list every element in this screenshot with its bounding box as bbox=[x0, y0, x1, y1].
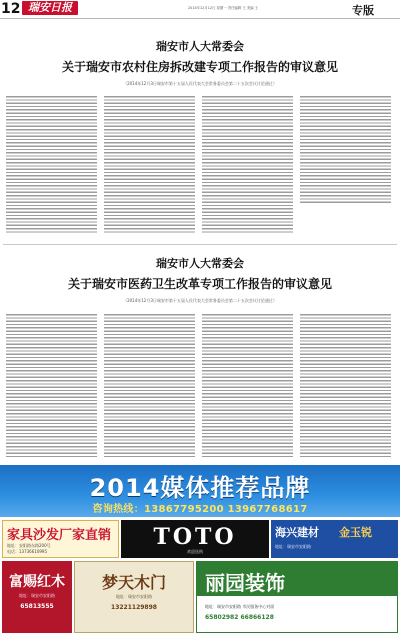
ad-title: TOTO bbox=[153, 524, 237, 550]
ad-phone: 65813555 bbox=[20, 603, 54, 610]
text-column bbox=[202, 96, 293, 234]
masthead-logo: 瑞安日报 bbox=[22, 1, 78, 15]
article-subtitle: （2014年12月3日瑞安市第十五届人民代表大会常务委员会第二十五次会议讨论通过） bbox=[123, 81, 277, 86]
ad-slogan: 欢迎选购 bbox=[187, 549, 203, 554]
ad-redwood bbox=[2, 561, 72, 633]
text-column bbox=[6, 314, 97, 458]
ad-building-materials bbox=[271, 520, 398, 558]
banner-title: 2014媒体推荐品牌 bbox=[89, 474, 311, 502]
article-medical-header bbox=[0, 255, 400, 304]
text-column bbox=[300, 314, 391, 458]
text-column bbox=[104, 96, 195, 234]
header-rule bbox=[0, 18, 400, 19]
ad-decoration bbox=[196, 561, 398, 633]
ad-title: 海兴建材 bbox=[275, 526, 319, 539]
ad-toto bbox=[121, 520, 269, 558]
page-header bbox=[0, 0, 400, 18]
ad-title: 梦天木门 bbox=[101, 573, 166, 592]
text-column bbox=[104, 314, 195, 458]
ad-address: 地址：瑞安市安阳路 bbox=[275, 544, 311, 549]
article-divider bbox=[3, 244, 397, 245]
article-title-line1: 瑞安市人大常委会 bbox=[156, 40, 244, 53]
article-title-line1: 瑞安市人大常委会 bbox=[156, 257, 244, 270]
ad-phone: 电话：13736610995 bbox=[7, 549, 47, 554]
article-subtitle: （2014年12月3日瑞安市第十五届人民代表大会常务委员会第二十五次会议讨论通过） bbox=[123, 298, 277, 303]
article-housing-body bbox=[6, 96, 391, 234]
text-column bbox=[6, 96, 97, 234]
ad-address: 地址：瑞安市安阳路 市民服务中心对面 bbox=[205, 604, 275, 609]
ad-furniture bbox=[2, 520, 119, 558]
ad-title: 富赐红木 bbox=[9, 574, 65, 590]
ad-title: 丽园装饰 bbox=[205, 571, 285, 595]
ad-address: 地址：瑞安市安阳路 bbox=[19, 593, 55, 598]
text-column bbox=[202, 314, 293, 458]
article-title-line2: 关于瑞安市农村住房拆改建专项工作报告的审议意见 bbox=[61, 60, 338, 74]
dateline: 2014年12月12日 星期一 责任编辑 王 美编 王 bbox=[188, 6, 259, 10]
page-number: 12 bbox=[1, 1, 21, 17]
ad-phone: 65802982 66866128 bbox=[205, 614, 274, 621]
ad-title: 家具沙发厂家直销 bbox=[7, 528, 112, 543]
ad-wood-door bbox=[74, 561, 194, 633]
ad-address: 地址：瑞安市安阳路 bbox=[116, 594, 152, 599]
text-column bbox=[300, 96, 391, 234]
article-medical-body bbox=[6, 314, 391, 458]
media-brand-banner bbox=[0, 465, 400, 517]
article-title-line2: 关于瑞安市医药卫生改革专项工作报告的审议意见 bbox=[67, 277, 332, 291]
ad-phone: 13221129898 bbox=[111, 604, 157, 611]
article-housing-header bbox=[0, 38, 400, 87]
ad-title-secondary: 金玉锐 bbox=[339, 526, 372, 539]
ad-address: 地址：安阳路东路200号 bbox=[7, 543, 51, 548]
section-label: 专版 bbox=[352, 4, 374, 17]
banner-phones: 咨询热线：13867795200 13967768617 bbox=[92, 504, 308, 515]
